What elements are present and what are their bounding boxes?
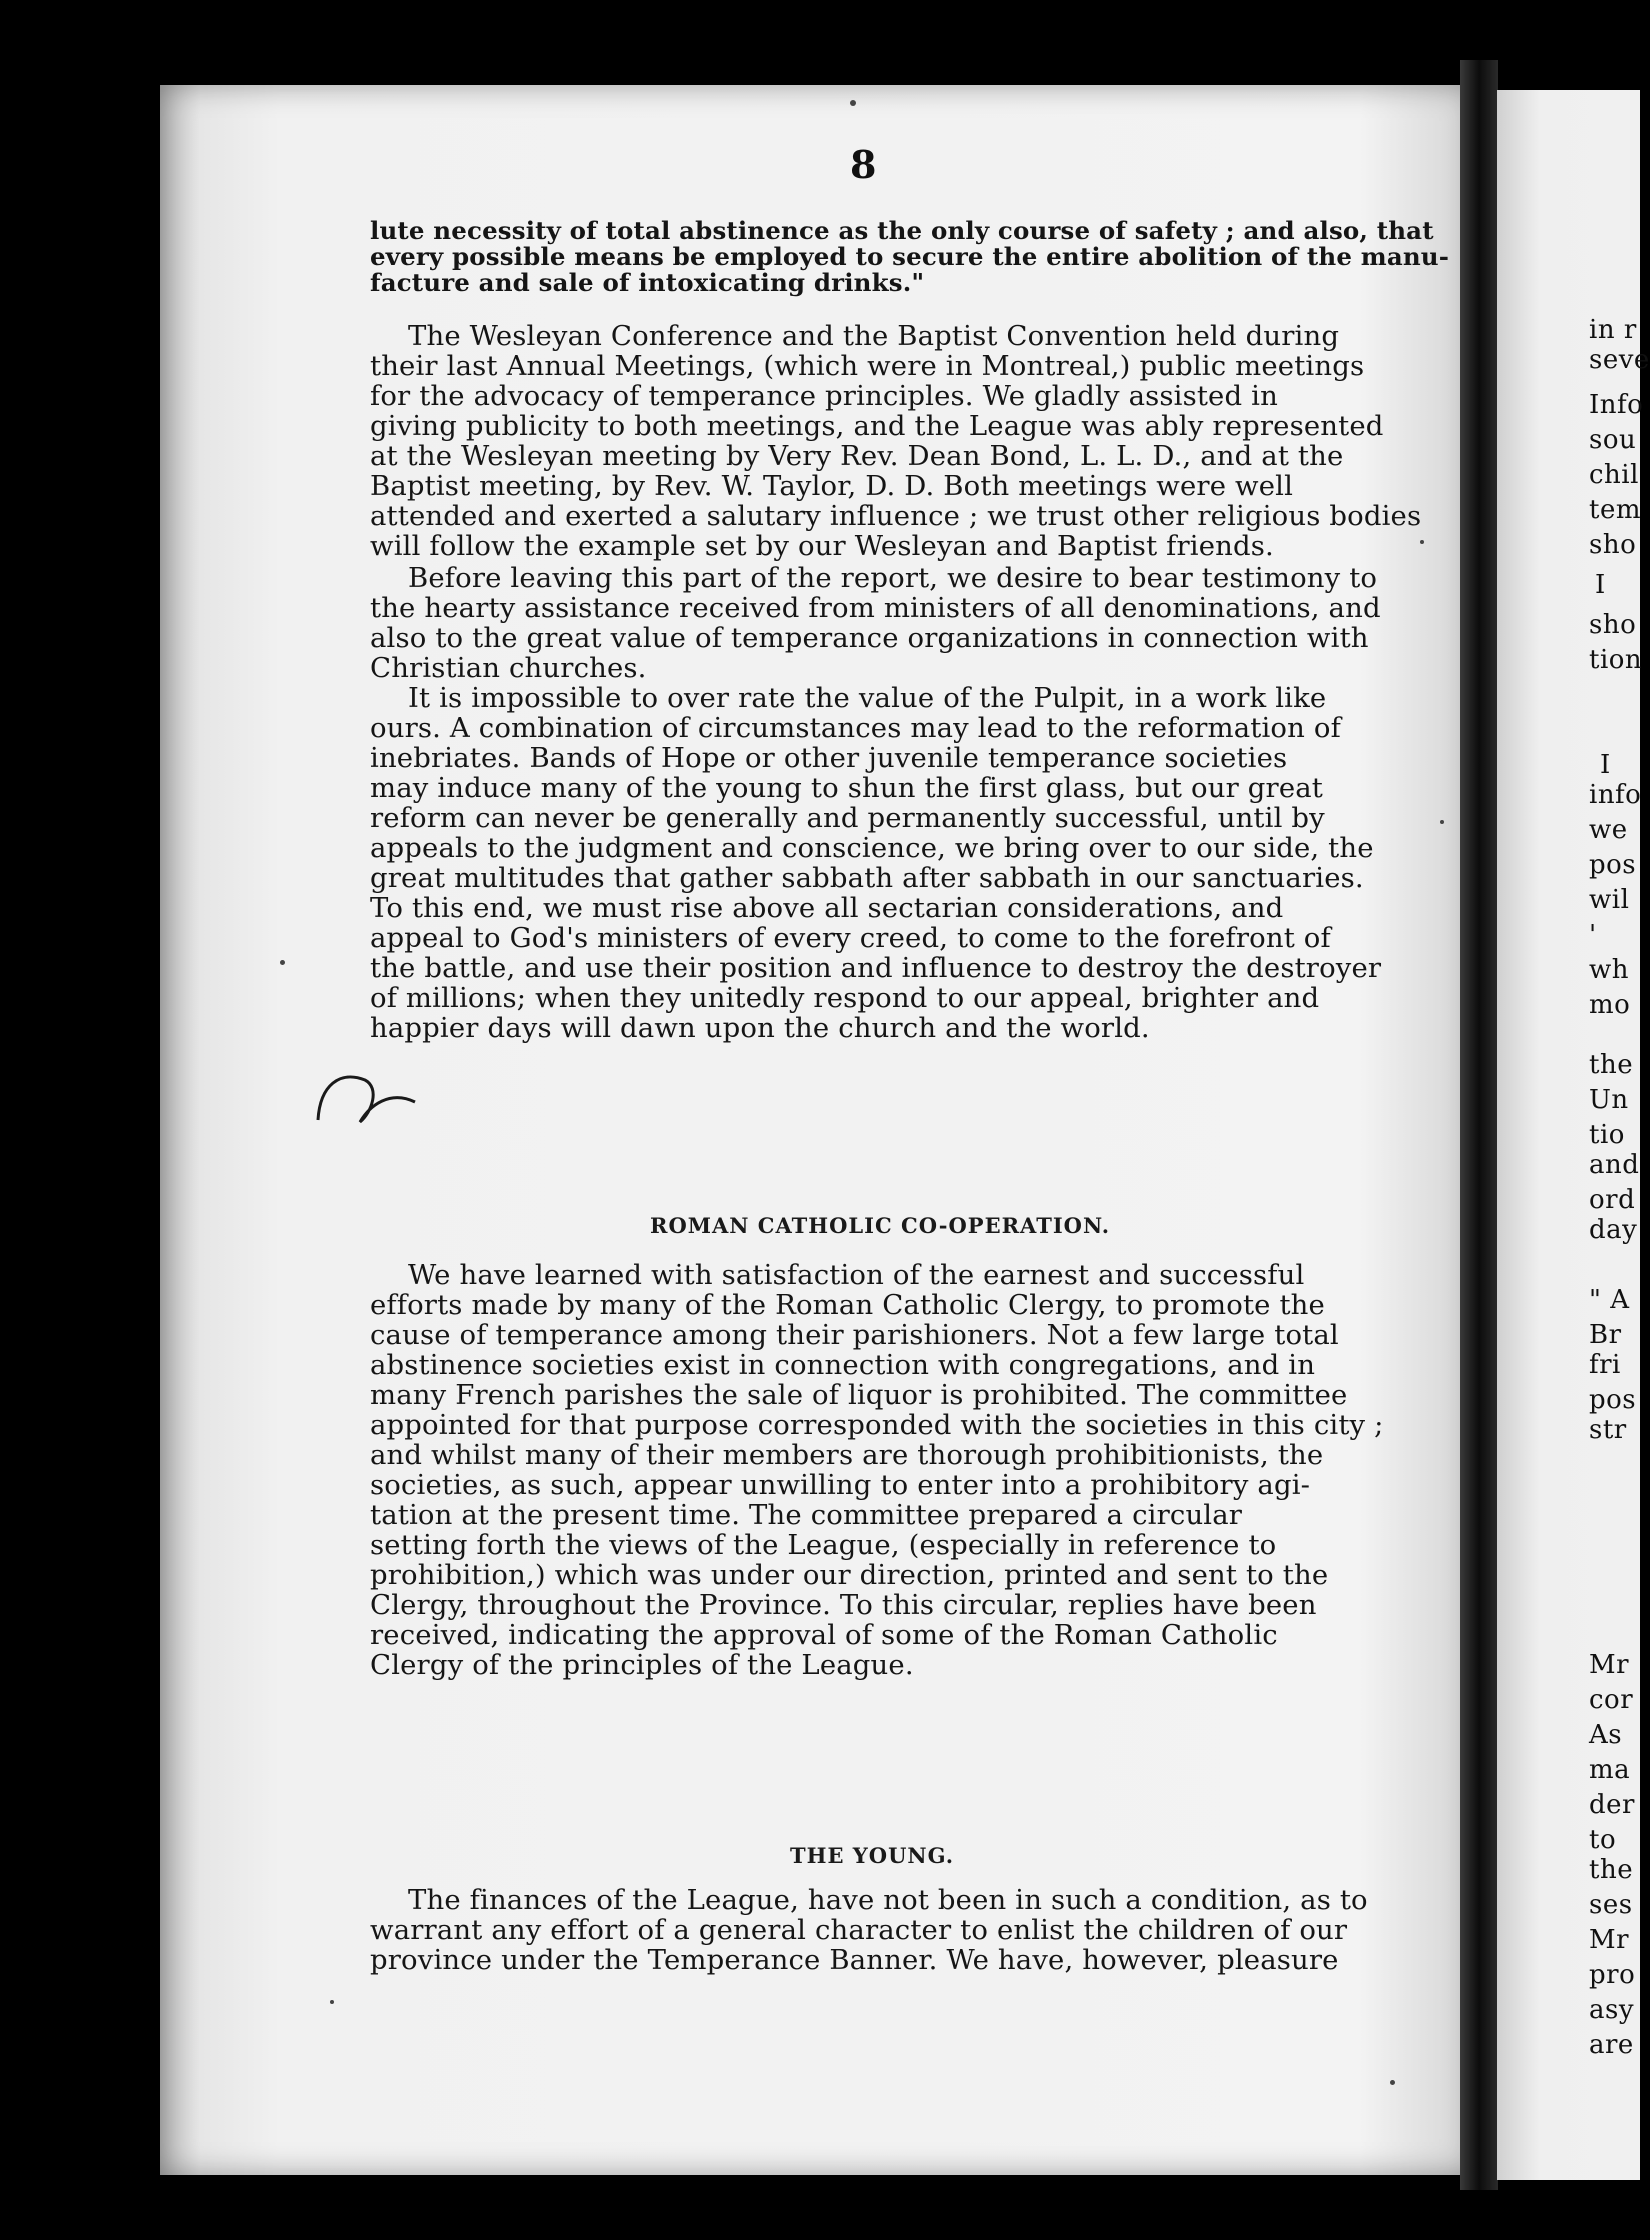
text-line: appointed for that purpose corresponded with the societies in this city ; <box>370 1409 1384 1441</box>
paragraph-pulpit <box>370 683 1385 1043</box>
facing-page-text: ses <box>1589 1890 1633 1920</box>
facing-page-text: pro <box>1589 1960 1636 1990</box>
scan-speck <box>1440 820 1444 824</box>
text-line: Before leaving this part of the report, we desire to bear testimony to <box>408 562 1378 594</box>
text-line: efforts made by many of the Roman Catholic Clergy, to promote the <box>370 1289 1325 1321</box>
facing-page-text: " A <box>1589 1285 1630 1315</box>
facing-page-text: tion <box>1589 645 1643 675</box>
text-line: attended and exerted a salutary influence ; we trust other religious bodies <box>370 500 1422 532</box>
facing-page-text: Br <box>1589 1320 1622 1350</box>
facing-page-text: to <box>1589 1825 1617 1855</box>
facing-page-text: in r <box>1589 315 1637 345</box>
text-line: We have learned with satisfaction of the earnest and successful <box>408 1259 1305 1291</box>
text-line: at the Wesleyan meeting by Very Rev. Dean Bond, L. L. D., and at the <box>370 440 1344 472</box>
facing-page-text: str <box>1589 1415 1627 1445</box>
facing-page-text: sou <box>1589 425 1637 455</box>
text-line: their last Annual Meetings, (which were in Montreal,) public meetings <box>370 350 1365 382</box>
text-line: every possible means be employed to secure the entire abolition of the manu- <box>370 242 1450 271</box>
text-line: Clergy of the principles of the League. <box>370 1649 914 1681</box>
text-line: abstinence societies exist in connection with congregations, and in <box>370 1349 1316 1381</box>
facing-page-text: I <box>1600 750 1611 780</box>
text-line: ours. A combination of circumstances may lead to the reformation of <box>370 712 1341 744</box>
facing-page-text: seve <box>1589 345 1650 375</box>
facing-page-text: wh <box>1589 955 1629 985</box>
facing-page-text: mo <box>1589 990 1631 1020</box>
paragraph-the-young <box>370 1885 1385 1975</box>
facing-page-text: der <box>1589 1790 1635 1820</box>
text-line: the battle, and use their position and influence to destroy the destroyer <box>370 952 1382 984</box>
text-line: To this end, we must rise above all sectarian considerations, and <box>370 892 1284 924</box>
facing-page-text: pos <box>1589 850 1637 880</box>
text-line: The Wesleyan Conference and the Baptist Convention held during <box>408 320 1340 352</box>
text-line: cause of temperance among their parishioners. Not a few large total <box>370 1319 1339 1351</box>
text-line: Baptist meeting, by Rev. W. Taylor, D. D. Both meetings were well <box>370 470 1294 502</box>
text-line: received, indicating the approval of some of the Roman Catholic <box>370 1619 1278 1651</box>
facing-page-text: tem <box>1589 495 1641 525</box>
handwritten-mark <box>310 1050 430 1140</box>
text-line: great multitudes that gather sabbath after sabbath in our sanctuaries. <box>370 862 1364 894</box>
paragraph-wesleyan-baptist <box>370 320 1422 562</box>
scan-speck <box>280 960 285 965</box>
facing-page-text: Mr <box>1589 1925 1630 1955</box>
facing-page-text: ' <box>1589 920 1597 950</box>
facing-page-text: ma <box>1589 1755 1631 1785</box>
facing-page-text: pos <box>1589 1385 1637 1415</box>
facing-page-text: we <box>1589 815 1628 845</box>
text-line: may induce many of the young to shun the first glass, but our great <box>370 772 1323 804</box>
section-heading-the-young: THE YOUNG. <box>790 1843 955 1868</box>
text-line: prohibition,) which was under our direction, printed and sent to the <box>370 1559 1329 1591</box>
scan-speck <box>330 2000 334 2004</box>
facing-page-text: fri <box>1589 1350 1621 1380</box>
scan-speck <box>1390 2080 1395 2085</box>
text-line: Clergy, throughout the Province. To this circular, replies have been <box>370 1589 1317 1621</box>
facing-page-text: As <box>1589 1720 1623 1750</box>
text-line: inebriates. Bands of Hope or other juvenile temperance societies <box>370 742 1288 774</box>
facing-page-text: sho <box>1589 610 1637 640</box>
facing-page-text: day <box>1589 1215 1638 1245</box>
text-line: appeals to the judgment and conscience, we bring over to our side, the <box>370 832 1374 864</box>
text-line: of millions; when they unitedly respond to our appeal, brighter and <box>370 982 1320 1014</box>
text-line: societies, as such, appear unwilling to enter into a prohibitory agi- <box>370 1469 1311 1501</box>
text-line: and whilst many of their members are thorough prohibitionists, the <box>370 1439 1324 1471</box>
facing-page-text: chil <box>1589 460 1639 490</box>
text-line: lute necessity of total abstinence as the only course of safety ; and also, that <box>370 216 1434 245</box>
facing-page-text: Un <box>1589 1085 1629 1115</box>
text-line: warrant any effort of a general character to enlist the children of our <box>370 1914 1348 1946</box>
facing-page-text: are <box>1589 2030 1634 2060</box>
page-number: 8 <box>850 142 877 187</box>
facing-page-text: info <box>1589 780 1642 810</box>
text-line: will follow the example set by our Wesleyan and Baptist friends. <box>370 530 1274 562</box>
text-line: for the advocacy of temperance principles. We gladly assisted in <box>370 380 1278 412</box>
facing-page-text: tio <box>1589 1120 1625 1150</box>
facing-page-text: the <box>1589 1855 1634 1885</box>
text-line: The finances of the League, have not been in such a condition, as to <box>408 1884 1368 1916</box>
text-line: also to the great value of temperance organizations in connection with <box>370 622 1369 654</box>
facing-page-text: and <box>1589 1150 1640 1180</box>
paragraph-roman-catholic <box>370 1260 1385 1680</box>
text-line: province under the Temperance Banner. We have, however, pleasure <box>370 1944 1339 1976</box>
facing-page-text: cor <box>1589 1685 1634 1715</box>
facing-page-edge <box>1497 90 1650 2180</box>
facing-page-text: the <box>1589 1050 1634 1080</box>
text-line: tation at the present time. The committee prepared a circular <box>370 1499 1243 1531</box>
scan-speck <box>1420 540 1424 544</box>
text-line: many French parishes the sale of liquor is prohibited. The committee <box>370 1379 1348 1411</box>
section-heading-roman-catholic: ROMAN CATHOLIC CO-OPERATION. <box>650 1213 1111 1238</box>
facing-page-text: Mr <box>1589 1650 1630 1680</box>
text-line: reform can never be generally and permanently successful, until by <box>370 802 1325 834</box>
facing-page-text: ord <box>1589 1185 1636 1215</box>
facing-page-text: I <box>1595 570 1606 600</box>
text-line: the hearty assistance received from ministers of all denominations, and <box>370 592 1381 624</box>
facing-page-text: sho <box>1589 530 1637 560</box>
text-line: facture and sale of intoxicating drinks." <box>370 268 925 297</box>
facing-page-text: Info <box>1589 390 1644 420</box>
paragraph-testimony <box>370 563 1385 683</box>
text-line: It is impossible to over rate the value of the Pulpit, in a work like <box>408 682 1327 714</box>
text-line: appeal to God's ministers of every creed, to come to the forefront of <box>370 922 1331 954</box>
text-line: Christian churches. <box>370 652 647 684</box>
quote-continuation <box>370 216 1450 297</box>
facing-page-text: wil <box>1589 885 1630 915</box>
text-line: setting forth the views of the League, (especially in reference to <box>370 1529 1277 1561</box>
text-line: happier days will dawn upon the church and the world. <box>370 1012 1150 1044</box>
book-gutter <box>1460 60 1498 2190</box>
text-line: giving publicity to both meetings, and the League was ably represented <box>370 410 1384 442</box>
scan-speck <box>850 100 856 106</box>
facing-page-text: asy <box>1589 1995 1635 2025</box>
